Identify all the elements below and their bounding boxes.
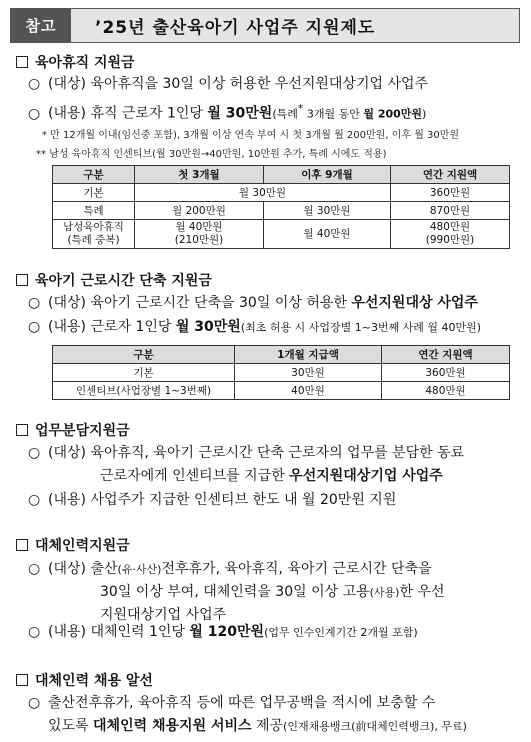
section-title-replacement-staff: 대체인력지원금 [16,535,130,555]
replacement-staff-target: ○ (대상) 출산(유·사산)전후휴가, 육아휴직, 육아기 근로시간 단축을 30일 이상 부여, 대체인력을 30일 이상 고용(사용)한 우선 지원대상기업 사업주 [28,558,445,627]
checkbox-square-icon [16,539,28,551]
reduced-hours-table [52,345,510,400]
circle-bullet-icon: ○ [28,695,41,711]
table-row: 기본 월 30만원 360만원 [53,184,510,202]
footnote-special-case: * 만 12개월 이내(임신중 포함), 3개월 이상 연속 부여 시 첫 3개월 월 200만원, 이후 월 30만원 [42,130,460,141]
table-header-row: 구분 1개월 지급액 연간 지원액 [53,346,510,364]
table-row: 기본 30만원 360만원 [53,364,510,382]
section-title-work-sharing: 업무분담지원금 [16,420,130,440]
checkbox-square-icon [16,424,28,436]
circle-bullet-icon: ○ [28,561,41,577]
parental-leave-content: ○ (내용) 휴직 근로자 1인당 월 30만원(특례* 3개월 동안 월 200만원) [28,97,426,126]
parental-leave-target: ○ (대상) 육아휴직을 30일 이상 허용한 우선지원대상기업 사업주 [28,73,428,96]
circle-bullet-icon: ○ [28,76,41,92]
circle-bullet-icon: ○ [28,445,41,461]
reduced-hours-content: ○ (내용) 근로자 1인당 월 30만원(최초 허용 시 사업장별 1~3번째 사례 월 40만원) [28,316,481,339]
table-row: 남성육아휴직 (특례 중복) 월 40만원 (210만원) 월 40만원 480만원 (990만원) [53,220,510,249]
parental-leave-table [52,165,510,249]
circle-bullet-icon: ○ [28,105,41,122]
reference-badge: 참고 [11,9,71,42]
table-header-row: 구분 첫 3개월 이후 9개월 연간 지원액 [53,166,510,184]
checkbox-square-icon [16,674,28,686]
circle-bullet-icon: ○ [28,295,41,311]
table-row: 특례 월 200만원 월 30만원 870만원 [53,202,510,220]
work-sharing-content: ○ (내용) 사업주가 지급한 인센티브 한도 내 월 20만원 지원 [28,489,396,512]
section-title-parental-leave: 육아휴직 지원금 [16,52,135,72]
circle-bullet-icon: ○ [28,624,41,640]
table-row: 인센티브(사업장별 1~3번째) 40만원 480만원 [53,382,510,400]
section-title-recruitment-service: 대체인력 채용 알선 [16,670,153,690]
reduced-hours-target: ○ (대상) 육아기 근로시간 단축을 30일 이상 허용한 우선지원대상 사업주 [28,292,478,315]
checkbox-square-icon [16,274,28,286]
checkbox-square-icon [16,56,28,68]
header-banner [10,8,520,43]
replacement-staff-content: ○ (내용) 대체인력 1인당 월 120만원(업무 인수인계기간 2개월 포함) [28,621,418,644]
page-title: ’25년 출산육아기 사업주 지원제도 [71,9,519,42]
circle-bullet-icon: ○ [28,492,41,508]
circle-bullet-icon: ○ [28,319,41,335]
section-title-reduced-hours: 육아기 근로시간 단축 지원금 [16,270,212,290]
work-sharing-target: ○ (대상) 육아휴직, 육아기 근로시간 단축 근로자의 업무를 분담한 동료 근로자에게 인센티브를 지급한 우선지원대상기업 사업주 [28,442,464,488]
footnote-male-incentive: ** 남성 육아휴직 인센티브(월 30만원→40만원, 10만원 추가, 특례 시에도 적용) [36,149,387,160]
recruitment-service-desc: ○ 출산전후휴가, 육아휴직 등에 따른 업무공백을 적시에 보충할 수 있도록 대체인력 채용지원 서비스 제공(인재채용뱅크(前대체인력뱅크), 무료) [28,692,467,738]
